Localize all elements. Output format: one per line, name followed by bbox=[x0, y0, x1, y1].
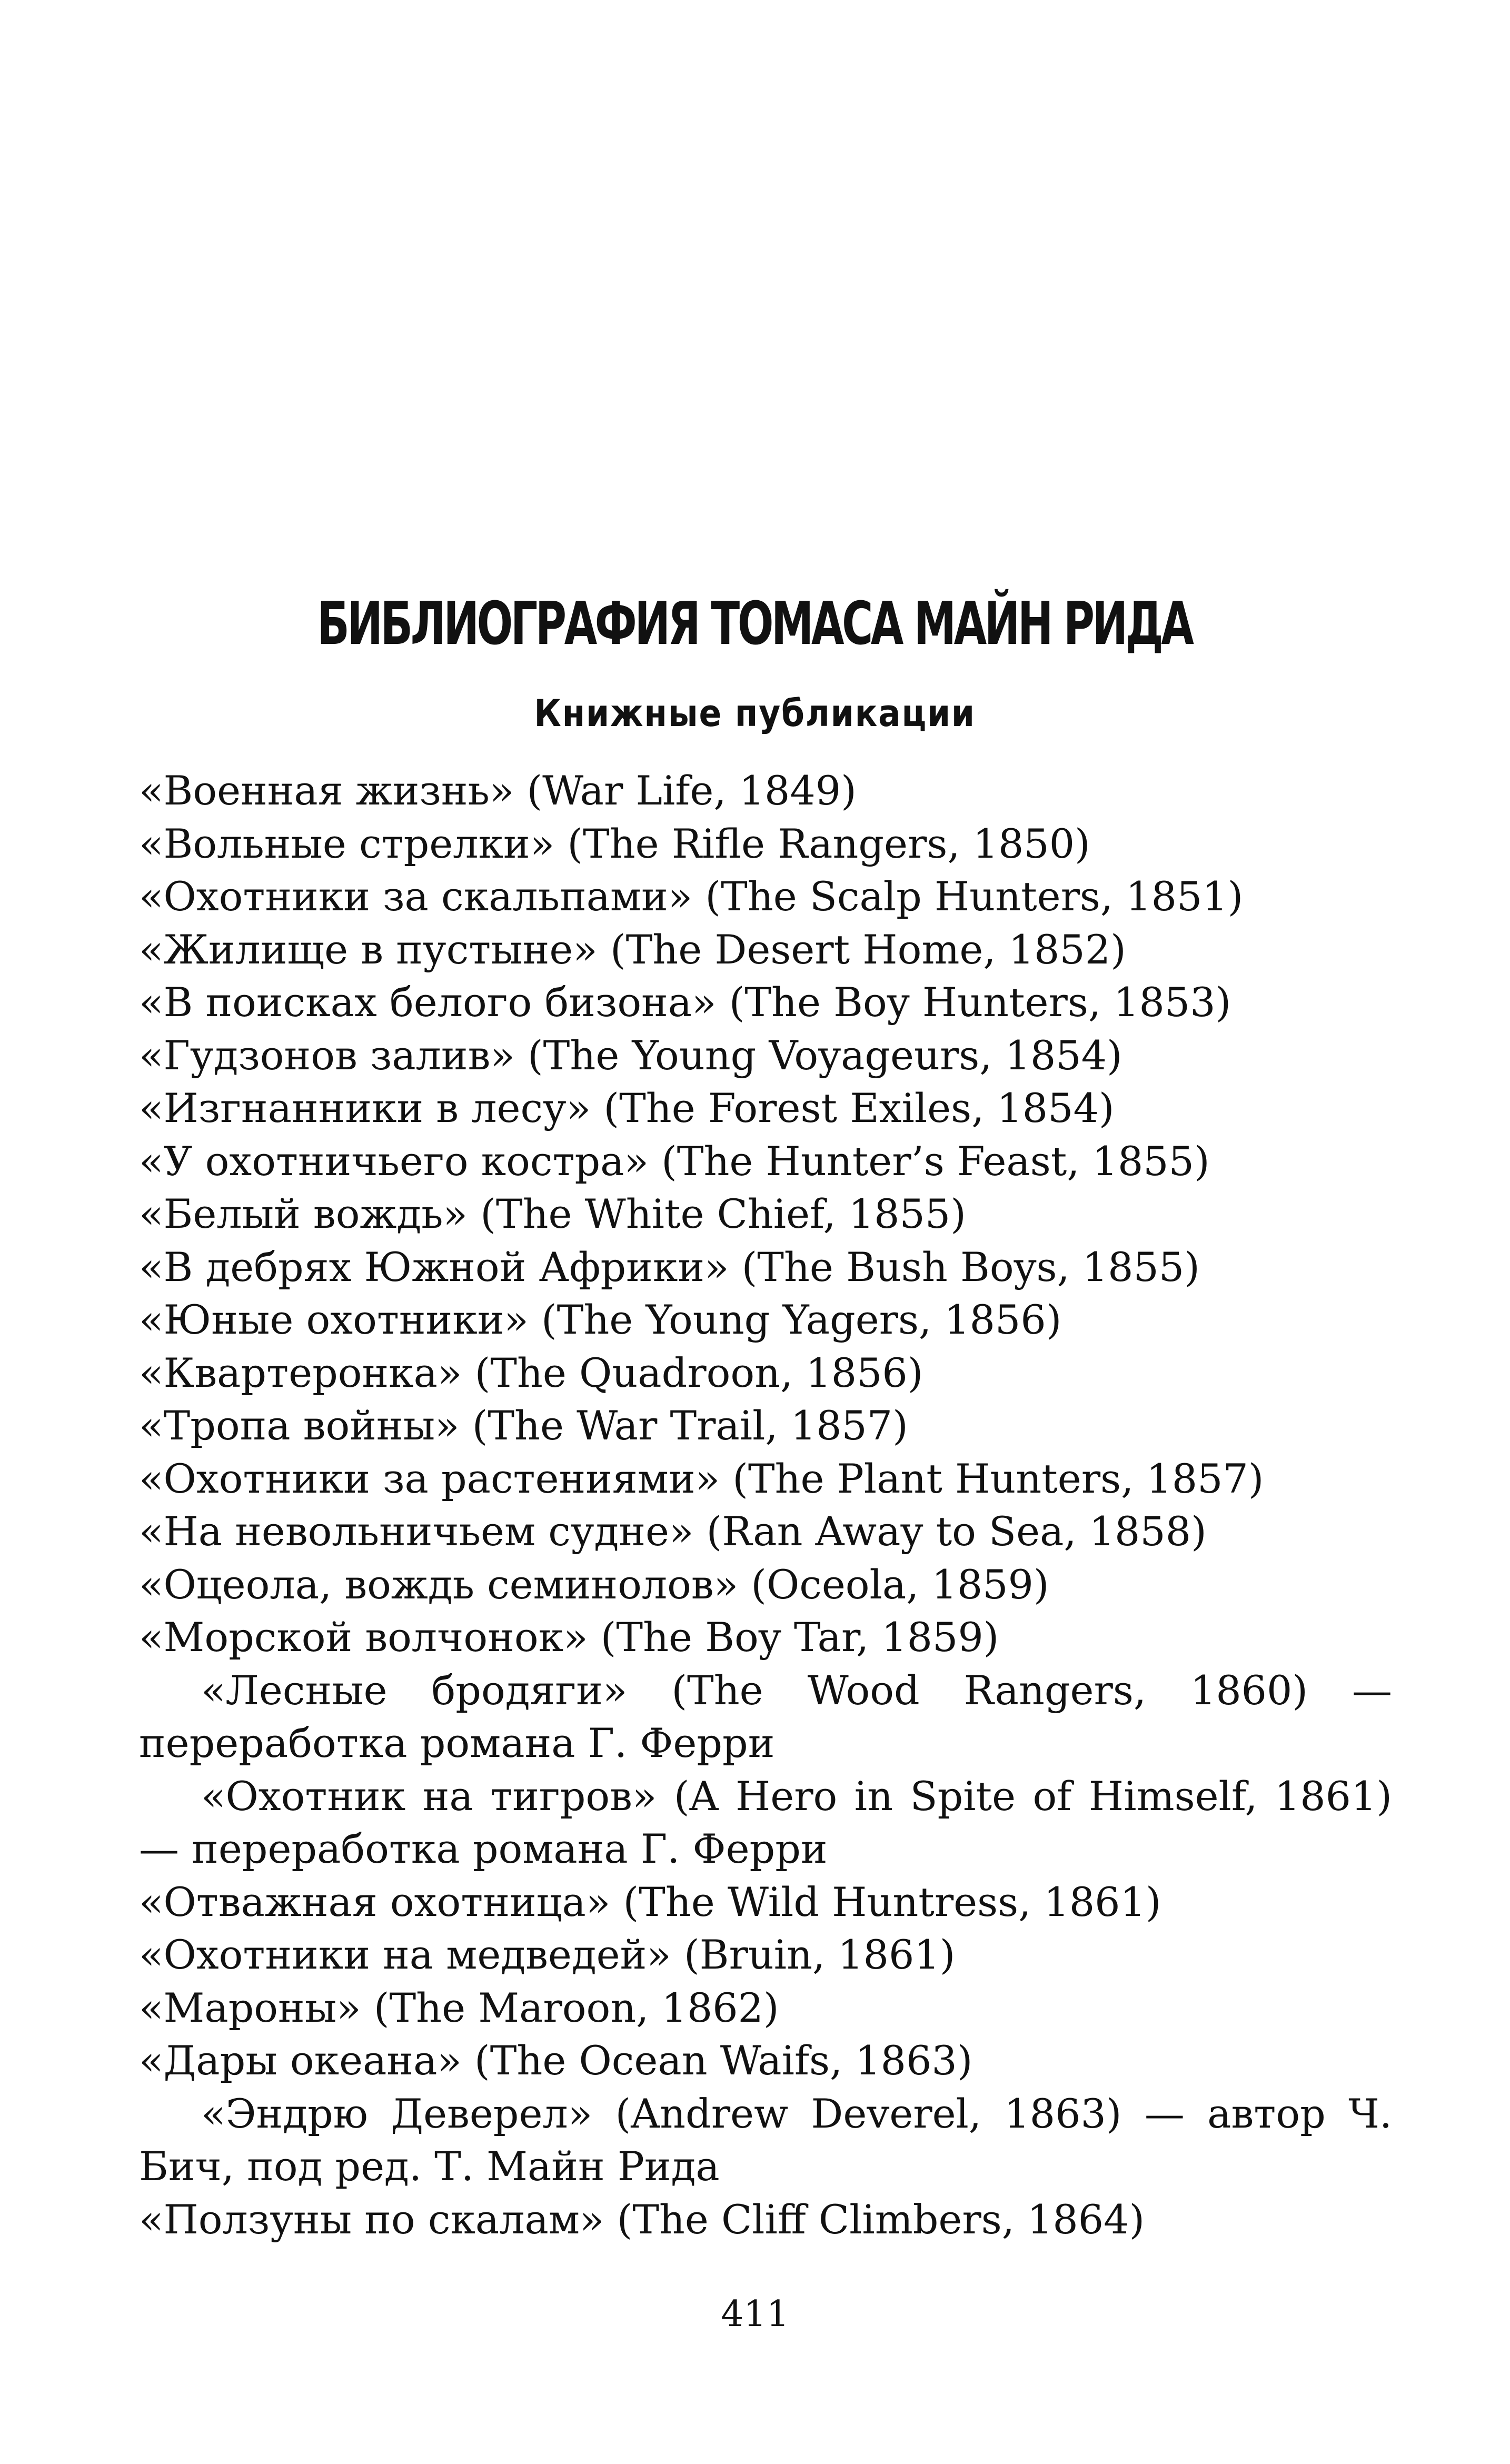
bibliography-entry: «Тропа войны» (The War Trail, 1857) bbox=[139, 1402, 908, 1449]
page-title: БИБЛИОГРАФИЯ ТОМАСА МАЙН РИДА bbox=[317, 590, 1192, 658]
bibliography-entry: «Морской волчонок» (The Boy Tar, 1859) bbox=[139, 1614, 999, 1661]
bibliography-entry: «Охотник на тигров» (A Hero in Spite of Himself, 1861) — переработка романа Г. Ферри bbox=[139, 1772, 1392, 1872]
bibliography-entry: «Дары океана» (The Ocean Waifs, 1863) bbox=[139, 2037, 973, 2084]
bibliography-entry: «В поисках белого бизона» (The Boy Hunters, 1853) bbox=[139, 979, 1231, 1026]
bibliography-entry: «Охотники за скальпами» (The Scalp Hunters, 1851) bbox=[139, 873, 1244, 920]
bibliography-entry: «В дебрях Южной Африки» (The Bush Boys, 1855) bbox=[139, 1243, 1200, 1290]
bibliography-entry: «Гудзонов залив» (The Young Voyageurs, 1854) bbox=[139, 1031, 1122, 1079]
bibliography-entry: «На невольничьем судне» (Ran Away to Sea, 1858) bbox=[139, 1508, 1207, 1555]
bibliography-entry: «Оцеола, вождь семинолов» (Oceola, 1859) bbox=[139, 1561, 1049, 1608]
bibliography-entry: «Охотники за растениями» (The Plant Hunters, 1857) bbox=[139, 1455, 1264, 1502]
bibliography-entry: «Ползуны по скалам» (The Cliff Climbers, 1864) bbox=[139, 2195, 1145, 2243]
bibliography-entry: «Отважная охотница» (The Wild Huntress, 1861) bbox=[139, 1878, 1161, 1925]
page-number: 411 bbox=[721, 2293, 789, 2335]
bibliography-entry: «Белый вождь» (The White Chief, 1855) bbox=[139, 1190, 966, 1237]
section-subtitle: Книжные публикации bbox=[534, 692, 976, 735]
bibliography-entry: «Мароны» (The Maroon, 1862) bbox=[139, 1984, 779, 2031]
bibliography-entry: «Юные охотники» (The Young Yagers, 1856) bbox=[139, 1296, 1062, 1343]
bibliography-entry: «У охотничьего костра» (The Hunter’s Feast, 1855) bbox=[139, 1137, 1210, 1185]
bibliography-entry: «Военная жизнь» (War Life, 1849) bbox=[139, 767, 857, 814]
bibliography-list bbox=[139, 764, 1392, 2246]
bibliography-entry: «Лесные бродяги» (The Wood Rangers, 1860) — переработка романа Г. Ферри bbox=[139, 1666, 1392, 1766]
bibliography-entry: «Вольные стрелки» (The Rifle Rangers, 1850) bbox=[139, 820, 1090, 867]
bibliography-entry: «Эндрю Деверел» (Andrew Deverel, 1863) — автор Ч. Бич, под ред. Т. Майн Рида bbox=[139, 2090, 1392, 2190]
bibliography-entry: «Квартеронка» (The Quadroon, 1856) bbox=[139, 1349, 923, 1396]
bibliography-entry: «Изгнанники в лесу» (The Forest Exiles, 1854) bbox=[139, 1085, 1115, 1131]
bibliography-entry: «Жилище в пустыне» (The Desert Home, 1852) bbox=[139, 926, 1126, 973]
bibliography-entry: «Охотники на медведей» (Bruin, 1861) bbox=[139, 1931, 956, 1978]
